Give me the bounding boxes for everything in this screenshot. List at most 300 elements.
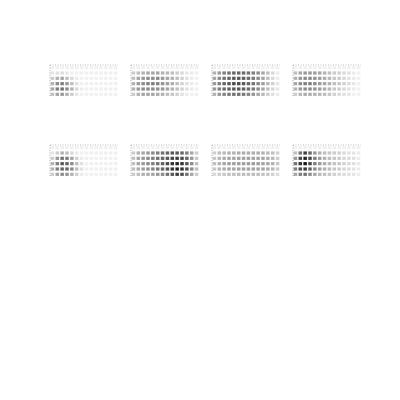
heatmap-cell xyxy=(222,87,226,90)
heatmap-cell xyxy=(213,173,217,176)
heatmap-cell xyxy=(70,93,74,96)
heatmap-cell xyxy=(247,167,251,170)
heatmap-cell xyxy=(141,71,145,74)
heatmap-cell xyxy=(75,162,79,165)
heatmap-cell xyxy=(190,157,194,160)
heatmap-cell xyxy=(151,167,155,170)
heatmap-cell xyxy=(75,93,79,96)
heatmap-cell xyxy=(51,146,55,149)
heatmap-cell xyxy=(276,82,280,85)
heatmap-cell xyxy=(195,173,199,176)
heatmap-cell xyxy=(232,87,236,90)
heatmap-cell xyxy=(232,173,236,176)
heatmap-cell xyxy=(51,71,55,74)
heatmap-cell xyxy=(90,146,94,149)
heatmap-cell xyxy=(347,93,351,96)
heatmap-cell xyxy=(94,157,98,160)
heatmap-cell xyxy=(276,66,280,69)
heatmap-cell xyxy=(85,173,89,176)
heatmap-cell xyxy=(151,71,155,74)
heatmap-cell xyxy=(333,77,337,80)
heatmap-cell xyxy=(99,167,103,170)
heatmap-cell xyxy=(337,87,341,90)
heatmap-cell xyxy=(175,167,179,170)
heatmap-cell xyxy=(185,77,189,80)
heatmap-cell xyxy=(237,87,241,90)
heatmap-cell xyxy=(222,66,226,69)
heatmap-cell xyxy=(137,77,141,80)
heatmap-cell xyxy=(114,162,118,165)
heatmap-cell xyxy=(276,146,280,149)
heatmap-cell xyxy=(276,167,280,170)
heatmap-cell xyxy=(261,87,265,90)
heatmap-cell xyxy=(271,162,275,165)
heatmap-cell xyxy=(299,162,303,165)
heatmap-cell xyxy=(132,71,136,74)
heatmap-cell xyxy=(213,162,217,165)
heatmap-cell xyxy=(237,162,241,165)
heatmap-cell xyxy=(294,77,298,80)
heatmap-cell xyxy=(51,93,55,96)
heatmap-cell xyxy=(195,77,199,80)
heatmap-cell xyxy=(222,167,226,170)
heatmap-cell xyxy=(318,146,322,149)
heatmap-cell xyxy=(156,82,160,85)
heatmap-cell xyxy=(132,167,136,170)
heatmap-cell xyxy=(156,71,160,74)
heatmap-cell xyxy=(132,93,136,96)
heatmap-cell xyxy=(180,87,184,90)
heatmap-cell xyxy=(161,77,165,80)
heatmap-cell xyxy=(60,173,64,176)
heatmap-cell xyxy=(247,162,251,165)
heatmap-cell xyxy=(104,167,108,170)
heatmap-cell xyxy=(175,82,179,85)
heatmap-cell xyxy=(94,87,98,90)
heatmap-cell xyxy=(333,146,337,149)
heatmap-cell xyxy=(328,157,332,160)
heatmap-cell xyxy=(342,151,346,154)
heatmap-cell xyxy=(352,93,356,96)
heatmap-cell xyxy=(342,162,346,165)
heatmap-cell xyxy=(237,82,241,85)
heatmap-cell xyxy=(114,93,118,96)
heatmap-cell xyxy=(352,167,356,170)
heatmap-cell xyxy=(256,77,260,80)
heatmap-cell xyxy=(185,146,189,149)
heatmap-panel-r2c3 xyxy=(212,145,280,177)
heatmap-cell xyxy=(247,66,251,69)
heatmap-cell xyxy=(114,82,118,85)
heatmap-cell xyxy=(222,93,226,96)
heatmap-cell xyxy=(146,93,150,96)
heatmap-cell xyxy=(109,173,113,176)
heatmap-cell xyxy=(342,82,346,85)
heatmap-cell xyxy=(218,167,222,170)
heatmap-cell xyxy=(323,93,327,96)
heatmap-cell xyxy=(242,66,246,69)
heatmap-cell xyxy=(218,66,222,69)
heatmap-cell xyxy=(156,157,160,160)
heatmap-cell xyxy=(90,82,94,85)
heatmap-cell xyxy=(222,157,226,160)
heatmap-cell xyxy=(323,66,327,69)
heatmap-cell xyxy=(347,157,351,160)
heatmap-cell xyxy=(323,167,327,170)
heatmap-cell xyxy=(185,173,189,176)
heatmap-cell xyxy=(146,151,150,154)
heatmap-cell xyxy=(90,151,94,154)
heatmap-cell xyxy=(99,162,103,165)
heatmap-cell xyxy=(328,82,332,85)
heatmap-cell xyxy=(303,151,307,154)
heatmap-cell xyxy=(232,66,236,69)
heatmap-cell xyxy=(104,77,108,80)
heatmap-cell xyxy=(104,82,108,85)
heatmap-cell xyxy=(175,151,179,154)
heatmap-cell xyxy=(333,71,337,74)
heatmap-cell xyxy=(299,151,303,154)
heatmap-cell xyxy=(175,66,179,69)
heatmap-cell xyxy=(90,87,94,90)
heatmap-cell xyxy=(161,71,165,74)
heatmap-cell xyxy=(308,82,312,85)
heatmap-cell xyxy=(261,146,265,149)
heatmap-cell xyxy=(308,167,312,170)
heatmap-cell xyxy=(213,93,217,96)
heatmap-cell xyxy=(56,157,60,160)
heatmap-cell xyxy=(166,157,170,160)
heatmap-cell xyxy=(266,71,270,74)
heatmap-cell xyxy=(60,162,64,165)
heatmap-cell xyxy=(213,167,217,170)
heatmap-cell xyxy=(104,93,108,96)
heatmap-cell xyxy=(337,77,341,80)
heatmap-cell xyxy=(357,146,361,149)
heatmap-cell xyxy=(171,157,175,160)
heatmap-cell xyxy=(175,93,179,96)
heatmap-cell xyxy=(190,66,194,69)
heatmap-cell xyxy=(156,87,160,90)
heatmap-cell xyxy=(151,173,155,176)
heatmap-cell xyxy=(90,173,94,176)
heatmap-cell xyxy=(227,93,231,96)
heatmap-cell xyxy=(175,162,179,165)
heatmap-cell xyxy=(242,173,246,176)
heatmap-cell xyxy=(357,151,361,154)
heatmap-cell xyxy=(347,167,351,170)
heatmap-cell xyxy=(161,162,165,165)
heatmap-cell xyxy=(185,151,189,154)
heatmap-cell xyxy=(347,77,351,80)
heatmap-cell xyxy=(94,162,98,165)
heatmap-cell xyxy=(109,93,113,96)
heatmap-cell xyxy=(137,146,141,149)
heatmap-cell xyxy=(299,167,303,170)
heatmap-cell xyxy=(137,71,141,74)
heatmap-cell xyxy=(308,162,312,165)
heatmap-cell xyxy=(146,66,150,69)
heatmap-cell xyxy=(94,151,98,154)
heatmap-cell xyxy=(347,87,351,90)
heatmap-cell xyxy=(56,167,60,170)
heatmap-cell xyxy=(357,71,361,74)
heatmap-cell xyxy=(171,151,175,154)
heatmap-cell xyxy=(303,87,307,90)
heatmap-cell xyxy=(94,167,98,170)
heatmap-cell xyxy=(333,87,337,90)
heatmap-cell xyxy=(328,71,332,74)
heatmap-cell xyxy=(180,146,184,149)
heatmap-cell xyxy=(90,66,94,69)
heatmap-cell xyxy=(114,151,118,154)
heatmap-cell xyxy=(80,66,84,69)
heatmap-cell xyxy=(185,157,189,160)
heatmap-cell xyxy=(303,162,307,165)
heatmap-cell xyxy=(256,93,260,96)
heatmap-cell xyxy=(318,162,322,165)
heatmap-cell xyxy=(171,77,175,80)
heatmap-cell xyxy=(323,77,327,80)
heatmap-cell xyxy=(65,162,69,165)
heatmap-cell xyxy=(151,151,155,154)
heatmap-cell xyxy=(175,77,179,80)
heatmap-cell xyxy=(109,151,113,154)
heatmap-cell xyxy=(337,151,341,154)
heatmap-cell xyxy=(357,157,361,160)
heatmap-cell xyxy=(261,173,265,176)
heatmap-cell xyxy=(256,157,260,160)
heatmap-cell xyxy=(90,162,94,165)
heatmap-cell xyxy=(252,146,256,149)
heatmap-cell xyxy=(276,71,280,74)
heatmap-cell xyxy=(65,87,69,90)
heatmap-cell xyxy=(104,71,108,74)
heatmap-cell xyxy=(333,167,337,170)
heatmap-cell xyxy=(51,167,55,170)
heatmap-cell xyxy=(99,93,103,96)
heatmap-cell xyxy=(333,82,337,85)
heatmap-cell xyxy=(357,77,361,80)
heatmap-cell xyxy=(161,87,165,90)
heatmap-cell xyxy=(271,77,275,80)
heatmap-cell xyxy=(299,87,303,90)
heatmap-cell xyxy=(213,151,217,154)
heatmap-cell xyxy=(227,151,231,154)
heatmap-cell xyxy=(266,162,270,165)
heatmap-cell xyxy=(151,93,155,96)
heatmap-cell xyxy=(56,87,60,90)
heatmap-cell xyxy=(85,162,89,165)
heatmap-cell xyxy=(190,162,194,165)
heatmap-cell xyxy=(85,157,89,160)
heatmap-cell xyxy=(185,167,189,170)
heatmap-cell xyxy=(156,162,160,165)
heatmap-cell xyxy=(56,173,60,176)
heatmap-cell xyxy=(276,157,280,160)
heatmap-cell xyxy=(271,146,275,149)
heatmap-cell xyxy=(323,151,327,154)
heatmap-cell xyxy=(166,77,170,80)
heatmap-cell xyxy=(146,87,150,90)
heatmap-cell xyxy=(180,162,184,165)
heatmap-cell xyxy=(166,151,170,154)
heatmap-cell xyxy=(252,66,256,69)
heatmap-cell xyxy=(75,146,79,149)
heatmap-cell xyxy=(261,66,265,69)
heatmap-cell xyxy=(114,167,118,170)
heatmap-cell xyxy=(266,77,270,80)
heatmap-panel-r1c2 xyxy=(131,65,199,97)
heatmap-cell xyxy=(352,71,356,74)
heatmap-cell xyxy=(303,77,307,80)
heatmap-cell xyxy=(190,82,194,85)
heatmap-cell xyxy=(352,173,356,176)
heatmap-cell xyxy=(213,87,217,90)
heatmap-cell xyxy=(51,157,55,160)
heatmap-cell xyxy=(132,173,136,176)
heatmap-cell xyxy=(357,93,361,96)
heatmap-cell xyxy=(114,71,118,74)
heatmap-cell xyxy=(70,87,74,90)
heatmap-cell xyxy=(213,71,217,74)
heatmap-cell xyxy=(80,82,84,85)
heatmap-cell xyxy=(352,87,356,90)
heatmap-panel-r1c3 xyxy=(212,65,280,97)
heatmap-cell xyxy=(352,82,356,85)
heatmap-cell xyxy=(232,93,236,96)
heatmap-cell xyxy=(261,151,265,154)
heatmap-cell xyxy=(232,167,236,170)
heatmap-cell xyxy=(190,167,194,170)
heatmap-cell xyxy=(232,71,236,74)
heatmap-cell xyxy=(328,93,332,96)
heatmap-cell xyxy=(65,146,69,149)
heatmap-cell xyxy=(60,93,64,96)
heatmap-cell xyxy=(352,66,356,69)
heatmap-cell xyxy=(171,93,175,96)
heatmap-cell xyxy=(303,71,307,74)
heatmap-cell xyxy=(70,146,74,149)
heatmap-cell xyxy=(294,151,298,154)
heatmap-cell xyxy=(256,167,260,170)
heatmap-cell xyxy=(151,146,155,149)
heatmap-cell xyxy=(266,157,270,160)
heatmap-cell xyxy=(109,157,113,160)
heatmap-cell xyxy=(56,146,60,149)
heatmap-cell xyxy=(299,66,303,69)
heatmap-cell xyxy=(60,151,64,154)
heatmap-cell xyxy=(85,146,89,149)
heatmap-cell xyxy=(151,82,155,85)
heatmap-cell xyxy=(237,151,241,154)
heatmap-cell xyxy=(80,87,84,90)
heatmap-cell xyxy=(261,77,265,80)
heatmap-cell xyxy=(70,173,74,176)
heatmap-cell xyxy=(227,173,231,176)
heatmap-cell xyxy=(56,77,60,80)
heatmap-cell xyxy=(328,173,332,176)
heatmap-cell xyxy=(60,77,64,80)
heatmap-cell xyxy=(252,173,256,176)
heatmap-cell xyxy=(109,82,113,85)
heatmap-cell xyxy=(247,71,251,74)
heatmap-cell xyxy=(271,66,275,69)
heatmap-cell xyxy=(65,93,69,96)
heatmap-cell xyxy=(308,71,312,74)
heatmap-cell xyxy=(222,71,226,74)
heatmap-cell xyxy=(252,151,256,154)
heatmap-cell xyxy=(141,173,145,176)
heatmap-cell xyxy=(51,77,55,80)
heatmap-cell xyxy=(242,71,246,74)
heatmap-cell xyxy=(85,66,89,69)
heatmap-cell xyxy=(51,87,55,90)
heatmap-cell xyxy=(313,151,317,154)
heatmap-cell xyxy=(151,66,155,69)
heatmap-cell xyxy=(261,157,265,160)
heatmap-cell xyxy=(90,93,94,96)
heatmap-cell xyxy=(252,157,256,160)
heatmap-cell xyxy=(161,167,165,170)
heatmap-cell xyxy=(141,93,145,96)
heatmap-cell xyxy=(256,146,260,149)
heatmap-cell xyxy=(313,173,317,176)
heatmap-cell xyxy=(318,151,322,154)
heatmap-cell xyxy=(323,146,327,149)
heatmap-cell xyxy=(85,71,89,74)
heatmap-cell xyxy=(318,167,322,170)
heatmap-cell xyxy=(218,71,222,74)
heatmap-cell xyxy=(132,146,136,149)
heatmap-cell xyxy=(357,162,361,165)
heatmap-panel-r1c1 xyxy=(50,65,118,97)
heatmap-cell xyxy=(242,146,246,149)
heatmap-cell xyxy=(70,167,74,170)
heatmap-cell xyxy=(337,66,341,69)
heatmap-cell xyxy=(60,82,64,85)
heatmap-cell xyxy=(185,71,189,74)
heatmap-cell xyxy=(141,151,145,154)
heatmap-cell xyxy=(232,77,236,80)
heatmap-cell xyxy=(308,93,312,96)
heatmap-cell xyxy=(299,71,303,74)
heatmap-cell xyxy=(137,162,141,165)
heatmap-cell xyxy=(222,151,226,154)
heatmap-cell xyxy=(242,87,246,90)
heatmap-cell xyxy=(337,173,341,176)
heatmap-cell xyxy=(352,151,356,154)
heatmap-cell xyxy=(308,151,312,154)
heatmap-cell xyxy=(318,157,322,160)
heatmap-cell xyxy=(190,173,194,176)
heatmap-cell xyxy=(252,87,256,90)
heatmap-cell xyxy=(308,87,312,90)
heatmap-cell xyxy=(80,93,84,96)
heatmap-cell xyxy=(308,157,312,160)
heatmap-cell xyxy=(237,93,241,96)
heatmap-cell xyxy=(347,173,351,176)
heatmap-cell xyxy=(266,173,270,176)
heatmap-cell xyxy=(166,87,170,90)
heatmap-cell xyxy=(308,66,312,69)
heatmap-cell xyxy=(237,146,241,149)
heatmap-cell xyxy=(104,162,108,165)
heatmap-cell xyxy=(94,173,98,176)
heatmap-cell xyxy=(299,82,303,85)
heatmap-cell xyxy=(323,157,327,160)
heatmap-cell xyxy=(60,157,64,160)
